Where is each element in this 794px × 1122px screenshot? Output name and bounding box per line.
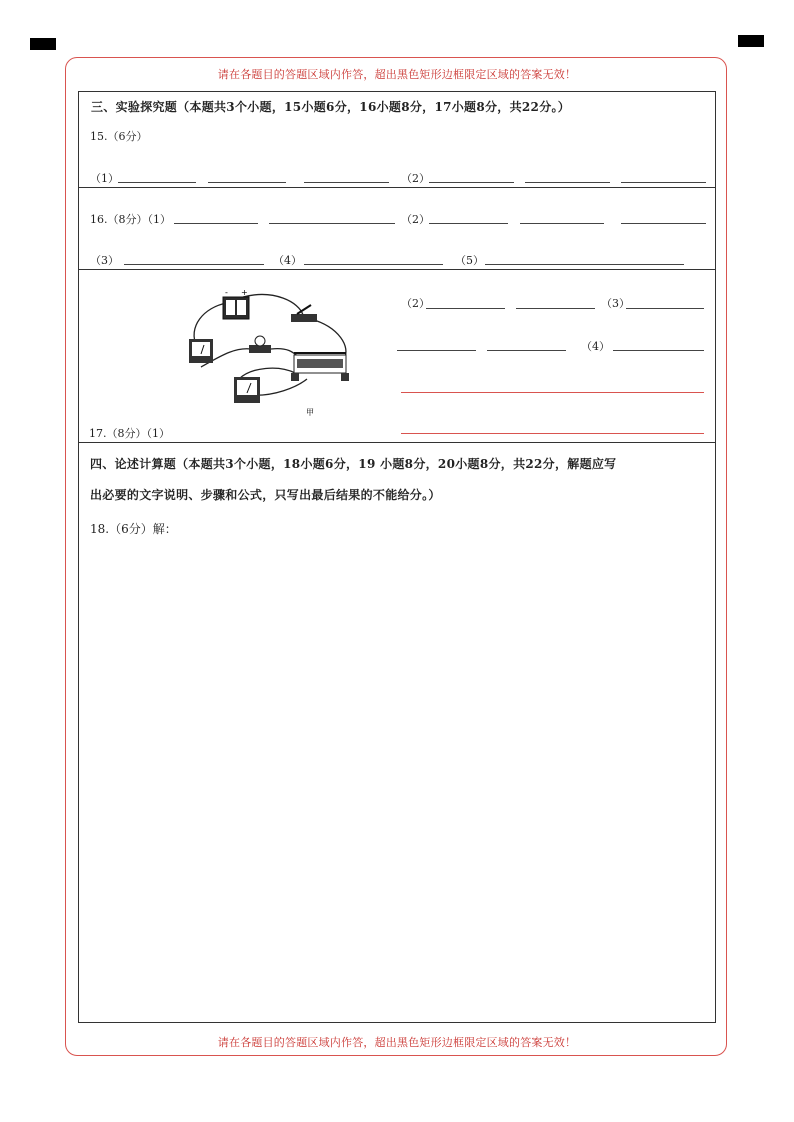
q16-answer-line[interactable] [429,223,508,224]
q16-answer-line[interactable] [124,264,264,265]
section4-heading-line2: 出必要的文字说明、步骤和公式，只写出最后结果的不能给分。） [90,488,441,502]
q16-part5-label: （5） [455,254,484,267]
registration-mark-left [30,38,56,50]
registration-mark-right [738,35,764,47]
q17-answer-line[interactable] [401,392,704,393]
circuit-diagram [179,287,369,417]
answer-box [78,91,716,1023]
q15-answer-line[interactable] [525,182,610,183]
q15-label: 15.（6分） [90,130,148,143]
q17-answer-line[interactable] [626,308,704,309]
q15-answer-line[interactable] [621,182,706,183]
q17-part4-label: （4） [581,340,610,353]
q15-part1-label: （1） [90,172,119,185]
q16-answer-line[interactable] [485,264,684,265]
q16-part2-label: （2） [401,213,430,226]
section3-heading: 三、实验探究题（本题共3个小题，15小题6分，16小题8分，17小题8分，共22分。） [91,100,571,114]
divider [79,442,715,443]
divider [79,187,715,188]
q16-label: 16.（8分）（1） [90,213,171,226]
q18-answer-area[interactable] [80,542,714,1020]
svg-text:-: - [225,288,228,297]
section4-heading-line1: 四、论述计算题（本题共3个小题，18小题6分，19 小题8分，20小题8分，共22分，解题应写 [90,457,617,471]
q15-part2-label: （2） [401,172,430,185]
q16-answer-line[interactable] [269,223,395,224]
q17-answer-line[interactable] [487,350,566,351]
q16-answer-line[interactable] [304,264,443,265]
q17-part3-label: （3） [601,297,630,310]
svg-text:+: + [241,288,248,297]
q17-answer-line[interactable] [613,350,704,351]
q16-part4-label: （4） [273,254,302,267]
q16-answer-line[interactable] [520,223,604,224]
q18-label: 18.（6分）解： [90,522,177,536]
q17-answer-line[interactable] [401,433,704,434]
q15-answer-line[interactable] [118,182,196,183]
q16-answer-line[interactable] [621,223,706,224]
q17-part2-label: （2） [401,297,430,310]
divider [79,269,715,270]
q15-answer-line[interactable] [429,182,514,183]
q17-answer-line[interactable] [426,308,505,309]
figure-caption: 甲 [306,408,314,417]
q17-answer-line[interactable] [397,350,476,351]
q17-answer-line[interactable] [516,308,595,309]
q16-part3-label: （3） [90,254,119,267]
warning-top: 请在各题目的答题区域内作答，超出黑色矩形边框限定区域的答案无效！ [217,68,577,81]
warning-bottom: 请在各题目的答题区域内作答，超出黑色矩形边框限定区域的答案无效！ [217,1036,577,1049]
q16-answer-line[interactable] [174,223,258,224]
q17-label: 17.（8分）（1） [89,427,170,440]
q15-answer-line[interactable] [304,182,389,183]
q15-answer-line[interactable] [208,182,286,183]
